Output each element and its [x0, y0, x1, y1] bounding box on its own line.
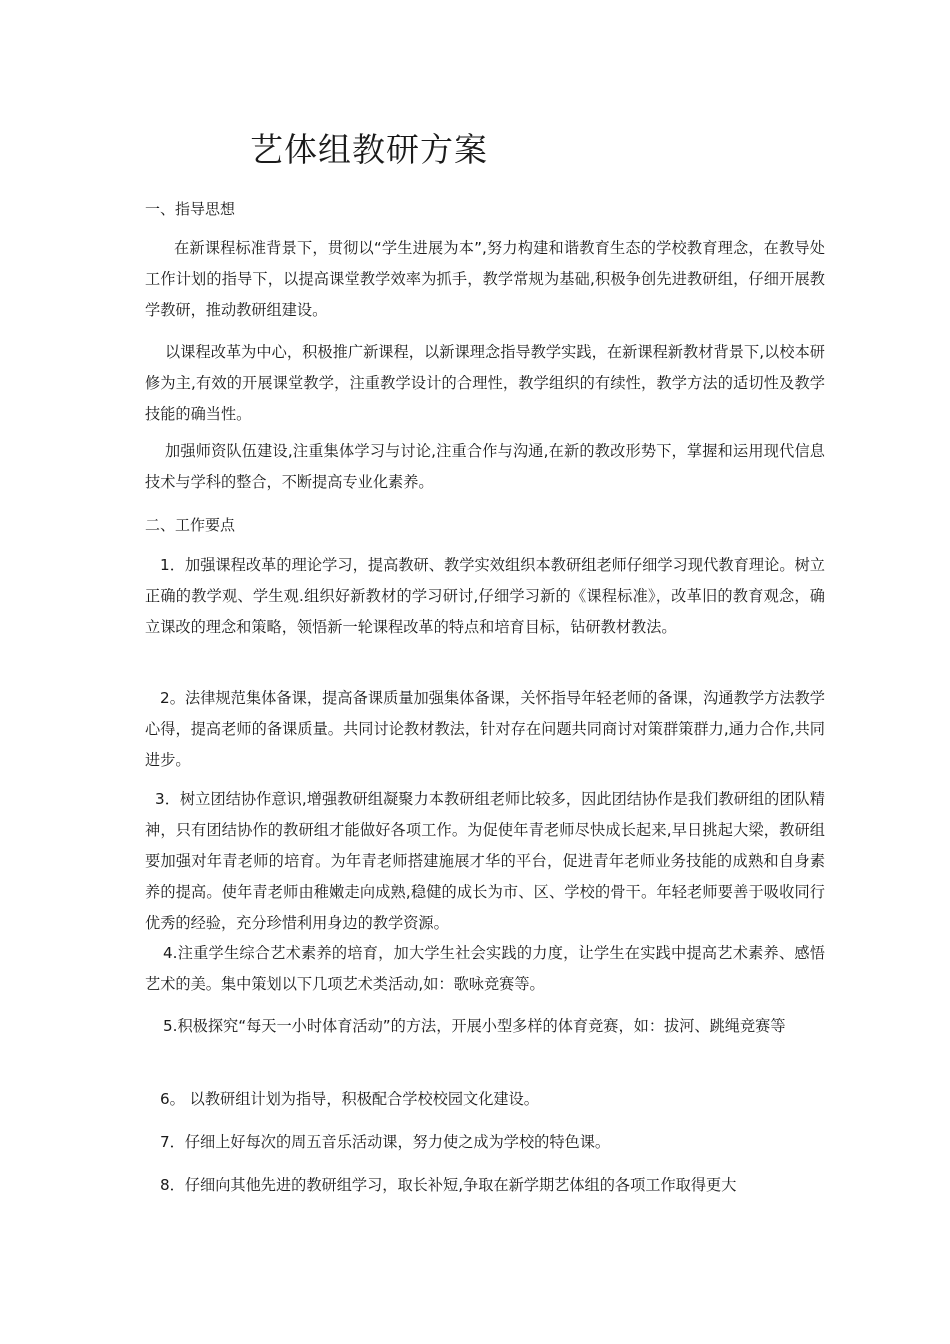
list-item: 7．仔细上好每次的周五音乐活动课，努力使之成为学校的特色课。 [160, 1133, 611, 1151]
list-item: 4.注重学生综合艺术素养的培育，加大学生社会实践的力度，让学生在实践中提高艺术素养、感悟艺术的美。集中策划以下几项艺术类活动,如：歌咏竞赛等。 [145, 944, 825, 993]
list-item: 5.积极探究“每天一小时体育活动”的方法，开展小型多样的体育竞赛，如：拔河、跳绳竞赛等 [163, 1017, 786, 1035]
document-title: 艺体组教研方案 [250, 130, 488, 169]
list-item: 6。 以教研组计划为指导，积极配合学校校园文化建设。 [160, 1090, 539, 1108]
section-heading-work-points: 二、工作要点 [145, 516, 236, 534]
list-item: 8．仔细向其他先进的教研组学习，取长补短,争取在新学期艺体组的各项工作取得更大 [160, 1176, 737, 1194]
section-heading-guiding-thought: 一、指导思想 [145, 200, 236, 218]
list-item: 2。法律规范集体备课，提高备课质量加强集体备课，关怀指导年轻老师的备课，沟通教学方法教学心得，提高老师的备课质量。共同讨论教材教法，针对存在问题共同商讨对策群策群力,通力合作,共同进步。 [145, 689, 825, 769]
list-item: 3．树立团结协作意识,增强教研组凝聚力本教研组老师比较多，因此团结协作是我们教研组的团队精神，只有团结协作的教研组才能做好各项工作。为促使年青老师尽快成长起来,早日挑起大梁，教研组要加强对年青老师的培育。为年青老师搭建施展才华的平台，促进青年老师业务技能的成熟和自身素养的提高。使年青老师由稚嫩走向成熟,稳健的成长为市、区、学校的骨干。年轻老师要善于吸收同行优秀的经验，充分珍惜利用身边的教学资源。 [145, 790, 825, 932]
paragraph: 加强师资队伍建设,注重集体学习与讨论,注重合作与沟通,在新的教改形势下，掌握和运用现代信息技术与学科的整合，不断提高专业化素养。 [145, 442, 825, 491]
paragraph: 以课程改革为中心，积极推广新课程，以新课理念指导教学实践，在新课程新教材背景下,以校本研修为主,有效的开展课堂教学，注重教学设计的合理性，教学组织的有续性，教学方法的适切性及教学技能的确当性。 [145, 343, 825, 423]
list-item: 1．加强课程改革的理论学习，提高教研、教学实效组织本教研组老师仔细学习现代教育理论。树立正确的教学观、学生观.组织好新教材的学习研讨,仔细学习新的《课程标准》，改革旧的教育观念，确立课改的理念和策略，领悟新一轮课程改革的特点和培育目标，钻研教材教法。 [145, 556, 825, 636]
paragraph: 在新课程标准背景下，贯彻以“学生进展为本”,努力构建和谐教育生态的学校教育理念，在教导处工作计划的指导下，以提高课堂教学效率为抓手，教学常规为基础,积极争创先进教研组，仔细开展教学教研，推动教研组建设。 [145, 239, 825, 319]
